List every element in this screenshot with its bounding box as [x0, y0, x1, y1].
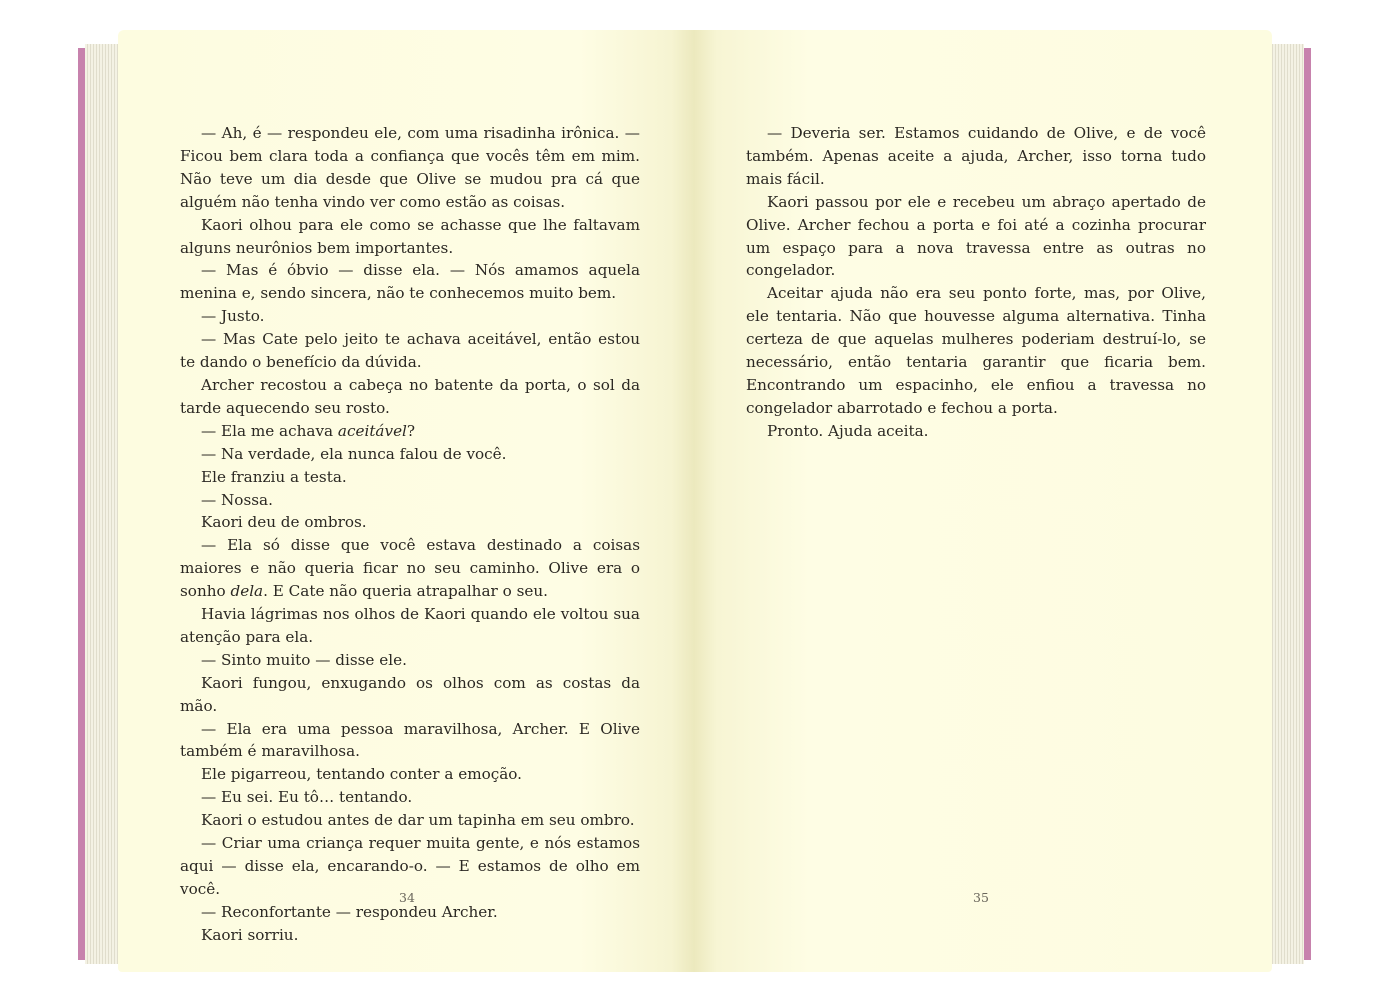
book-edge-left	[78, 48, 85, 960]
paragraph: — Na verdade, ela nunca falou de você.	[201, 444, 507, 463]
paragraph: Aceitar ajuda não era seu ponto forte, mas, por Olive, ele tentaria. Não que houvesse alguma alternativa. Tinha certeza de que aquelas mulheres poderiam destruí-lo, se necessário, então tentaria garantir que ficaria bem. Encontrando um espacinho, ele enfiou a travessa no congelador abarrotado e fechou a porta.	[746, 284, 1206, 417]
paragraph: Havia lágrimas nos olhos de Kaori quando ele voltou sua atenção para ela.	[180, 605, 640, 646]
paragraph: Pronto. Ajuda aceita.	[767, 421, 929, 440]
paragraph: — Ela me achava aceitável?	[201, 421, 416, 440]
paragraph: — Criar uma criança requer muita gente, e nós estamos aqui — disse ela, encarando-o. — E estamos de olho em você.	[180, 834, 640, 898]
paragraph: — Nossa.	[201, 490, 273, 509]
right-page	[694, 30, 1272, 972]
paragraph: Ele franziu a testa.	[201, 467, 347, 486]
page-stack-right	[1270, 44, 1304, 964]
paragraph: Kaori passou por ele e recebeu um abraço apertado de Olive. Archer fechou a porta e foi até a cozinha procurar um espaço para a nova travessa entre as outras no congelador.	[746, 192, 1206, 280]
paragraph: Kaori sorriu.	[201, 925, 299, 944]
paragraph: Kaori o estudou antes de dar um tapinha em seu ombro.	[201, 811, 635, 830]
left-page-text	[180, 122, 640, 947]
paragraph: — Sinto muito — disse ele.	[201, 650, 407, 669]
paragraph: — Ela era uma pessoa maravilhosa, Archer. E Olive também é maravilhosa.	[180, 719, 640, 761]
paragraph: — Deveria ser. Estamos cuidando de Olive, e de você também. Apenas aceite a ajuda, Archer, isso torna tudo mais fácil.	[746, 124, 1206, 188]
paragraph: — Mas é óbvio — disse ela. — Nós amamos aquela menina e, sendo sincera, não te conhecemos muito bem.	[180, 261, 640, 303]
paragraph: Kaori olhou para ele como se achasse que lhe faltavam alguns neurônios bem importantes.	[180, 215, 640, 257]
paragraph: — Reconfortante — respondeu Archer.	[201, 902, 498, 921]
page-number-right: 35	[973, 890, 989, 905]
paragraph: — Mas Cate pelo jeito te achava aceitável, então estou te dando o benefício da dúvida.	[180, 330, 640, 372]
paragraph: Kaori deu de ombros.	[201, 513, 367, 532]
paragraph: Ele pigarreou, tentando conter a emoção.	[201, 765, 522, 784]
paragraph: — Ah, é — respondeu ele, com uma risadinha irônica. — Ficou bem clara toda a confiança que vocês têm em mim. Não teve um dia desde que Olive se mudou pra cá que alguém não tenha vindo ver como estão as coisas.	[180, 124, 640, 211]
paragraph: — Eu sei. Eu tô… tentando.	[201, 788, 413, 807]
paragraph: — Justo.	[201, 307, 265, 326]
paragraph: Kaori fungou, enxugando os olhos com as costas da mão.	[180, 673, 640, 715]
right-page-text	[746, 122, 1206, 443]
paragraph: Archer recostou a cabeça no batente da porta, o sol da tarde aquecendo seu rosto.	[180, 375, 640, 417]
page-stack-left	[85, 44, 119, 964]
paragraph: — Ela só disse que você estava destinado a coisas maiores e não queria ficar no seu caminho. Olive era o sonho dela. E Cate não queria atrapalhar o seu.	[180, 536, 640, 601]
book-edge-right	[1304, 48, 1311, 960]
page-number-left: 34	[399, 890, 415, 905]
left-page	[118, 30, 694, 972]
